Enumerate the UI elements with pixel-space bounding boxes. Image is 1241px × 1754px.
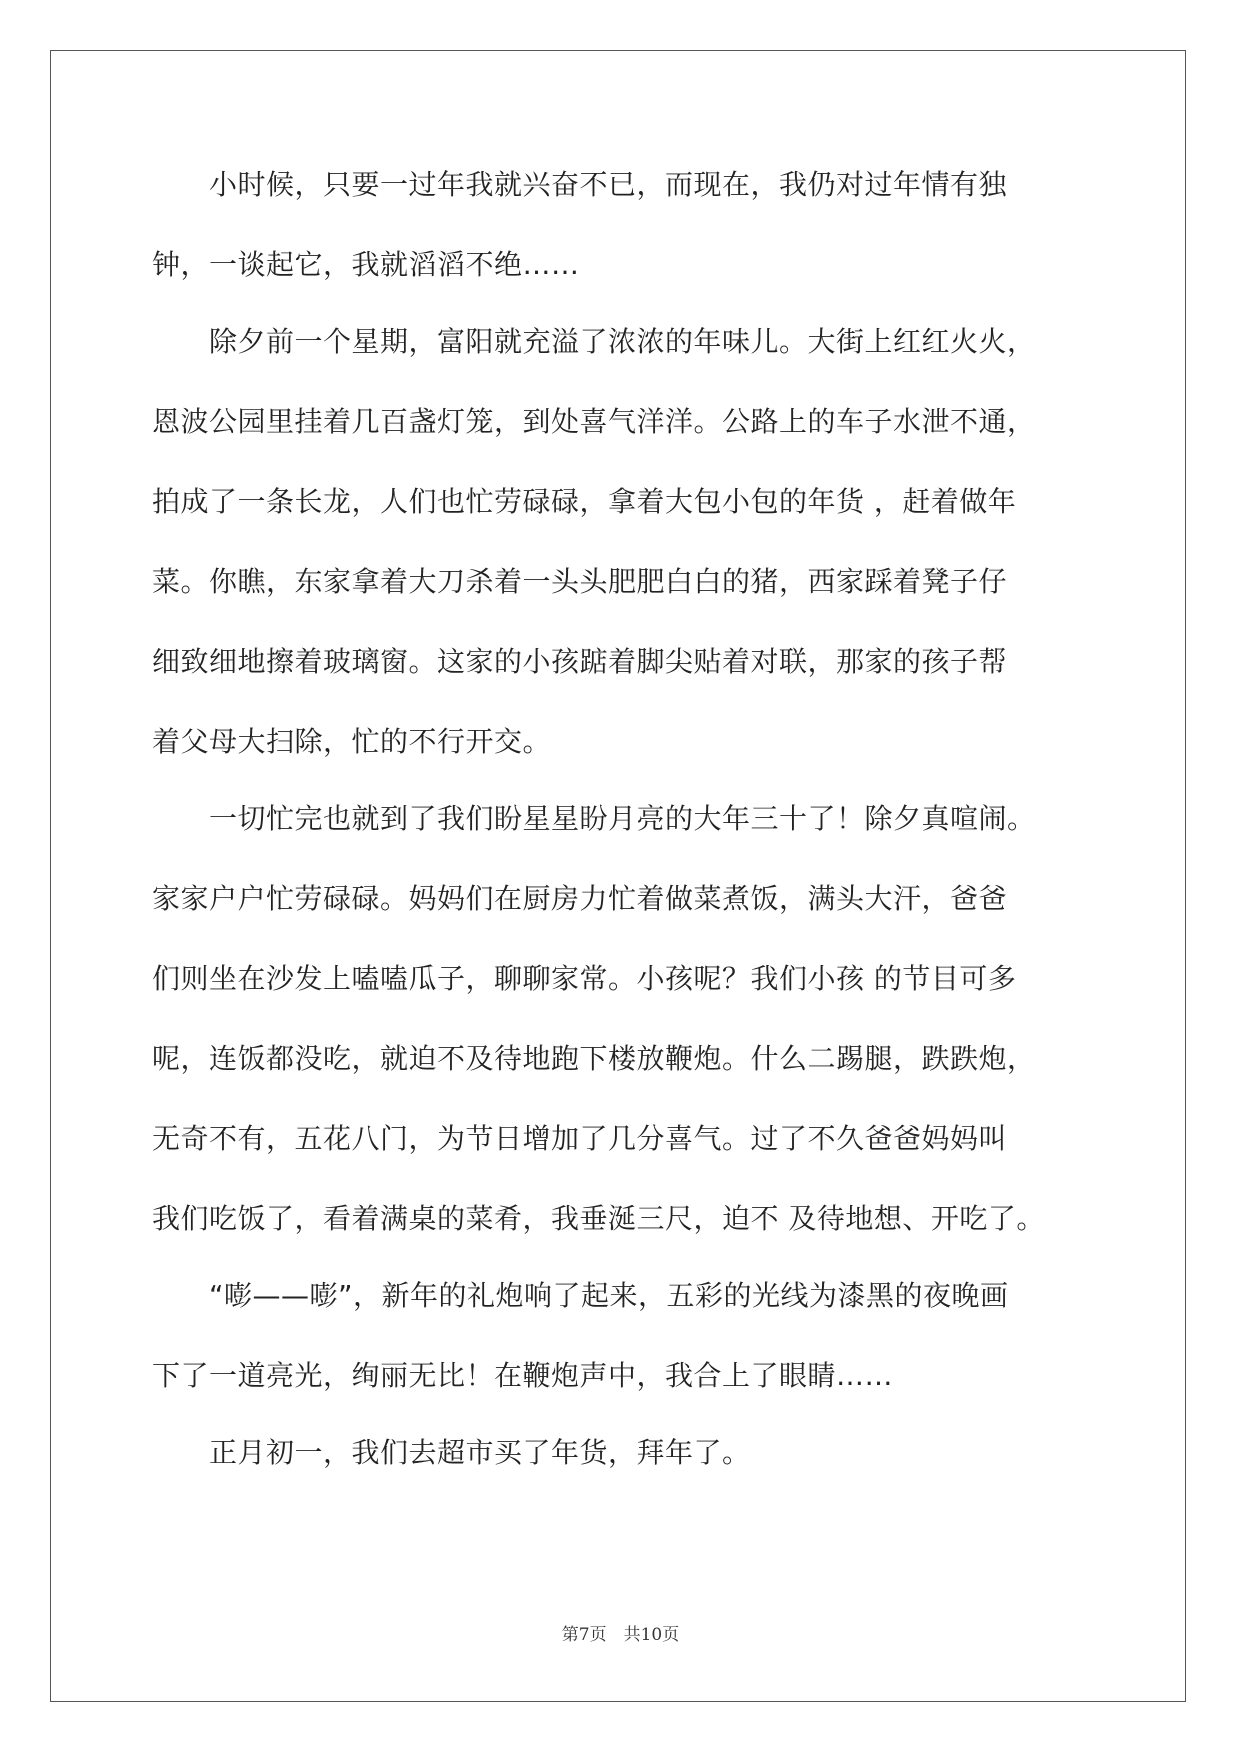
text-line: 恩波公园里挂着几百盏灯笼，到处喜气洋洋。公路上的车子水泄不通， <box>152 405 1036 438</box>
text-line: 一切忙完也就到了我们盼星星盼月亮的大年三十了！除夕真喧闹。 <box>152 802 1036 835</box>
text-line: 菜。你瞧，东家拿着大刀杀着一头头肥肥白白的猪，西家踩着凳子仔 <box>152 565 1008 598</box>
text-line: 下了一道亮光，绚丽无比！在鞭炮声中，我合上了眼睛…… <box>152 1359 894 1392</box>
text-line: 小时候，只要一过年我就兴奋不已，而现在，我仍对过年情有独 <box>152 168 1008 201</box>
text-line: 家家户户忙劳碌碌。妈妈们在厨房力忙着做菜煮饭，满头大汗，爸爸 <box>152 882 1008 915</box>
text-line: 钟，一谈起它，我就滔滔不绝…… <box>152 248 580 281</box>
text-line: 正月初一，我们去超市买了年货，拜年了。 <box>152 1436 751 1469</box>
text-line: 除夕前一个星期，富阳就充溢了浓浓的年味儿。大街上红红火火， <box>152 325 1036 358</box>
text-line: 呢，连饭都没吃，就迫不及待地跑下楼放鞭炮。什么二踢腿，跌跌炮， <box>152 1042 1036 1075</box>
document-body <box>152 165 1092 1473</box>
text-line: 细致细地擦着玻璃窗。这家的小孩踮着脚尖贴着对联，那家的孩子帮 <box>152 645 1008 678</box>
text-line: 们则坐在沙发上嗑嗑瓜子，聊聊家常。小孩呢？我们小孩 的节目可多 <box>152 962 1017 995</box>
text-line: 无奇不有，五花八门，为节日增加了几分喜气。过了不久爸爸妈妈叫 <box>152 1122 1008 1155</box>
text-line: 着父母大扫除，忙的不行开交。 <box>152 725 552 758</box>
text-line: “嘭——嘭”，新年的礼炮响了起来，五彩的光线为漆黑的夜晚画 <box>152 1279 1009 1312</box>
text-line: 我们吃饭了，看着满桌的菜肴，我垂涎三尺，迫不 及待地想、开吃了。 <box>152 1202 1045 1235</box>
text-line: 拍成了一条长龙，人们也忙劳碌碌，拿着大包小包的年货 ，赶着做年 <box>152 485 1017 518</box>
page-number: 第7页 共10页 <box>561 1625 680 1645</box>
